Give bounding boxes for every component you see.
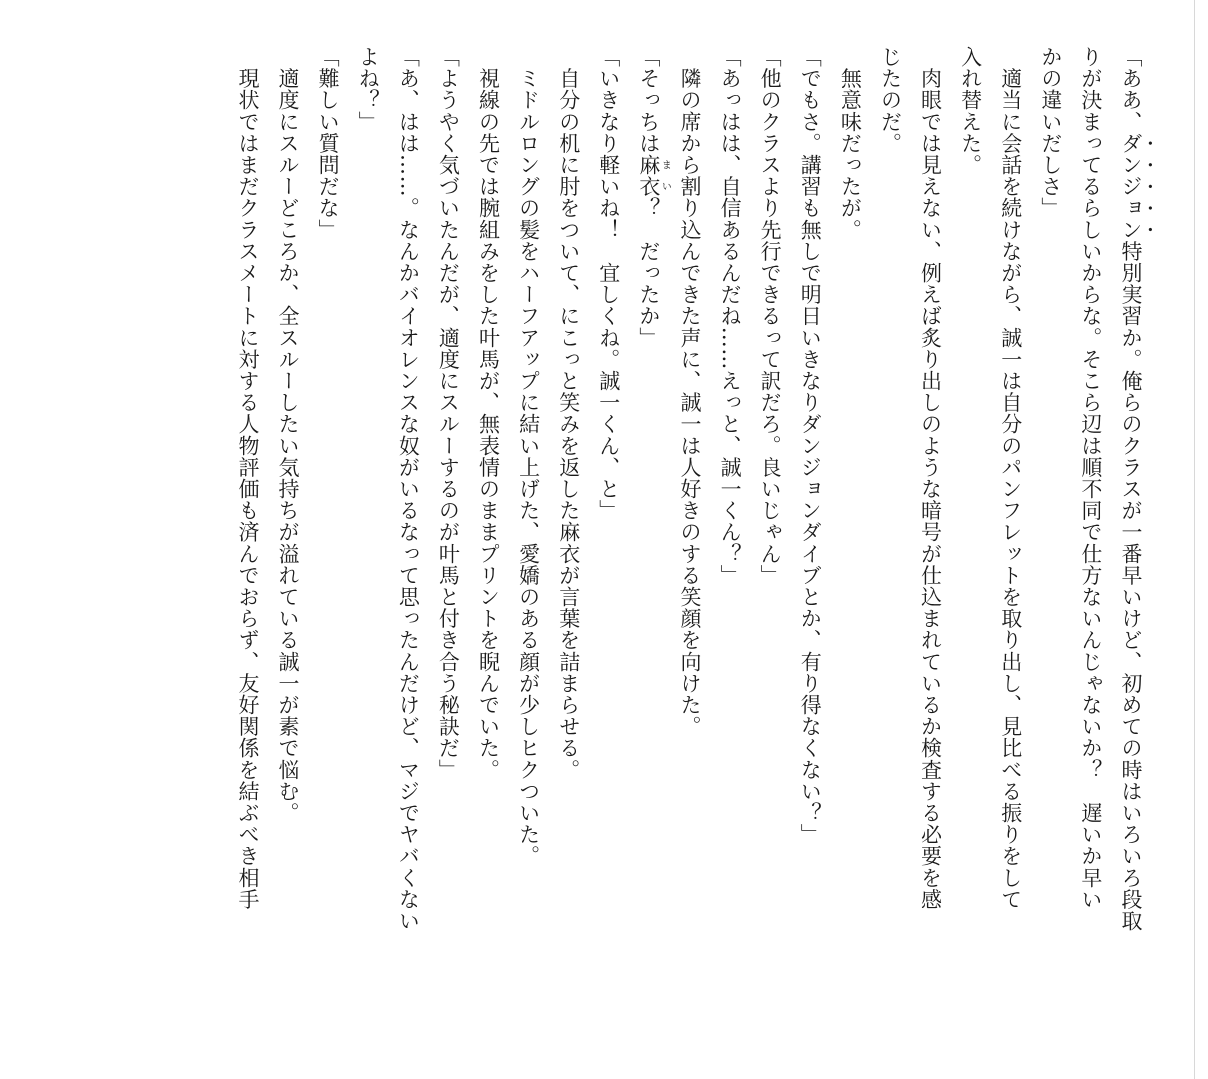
- text-line-9: 「でもさ。講習も無しで明日いきなりダンジョンダイブとか、有り得なくない？」: [798, 46, 823, 846]
- text-line-13: 「そっちは麻衣まい？ だったか」: [636, 46, 671, 349]
- text-line-1: 「ああ、ダンジョン特別実習か。俺らのクラスが一番早いけど、初めての時はいろいろ段取: [1119, 46, 1143, 932]
- text-line-5: 入れ替えた。: [958, 46, 983, 176]
- text-line-21: 「難しい質問だな」: [316, 46, 341, 241]
- text-line-8: 無意味だったが。: [838, 46, 863, 241]
- text-line-2: りが決まってるらしいからな。そこら辺は順不同で仕方ないんじゃないか？ 遅いか早い: [1078, 46, 1103, 910]
- text-line-23: 現状ではまだクラスメートに対する人物評価も済んでおらず、友好関係を結ぶべき相手: [235, 46, 260, 910]
- text-line-7: じたのだ。: [878, 46, 903, 154]
- page-edge-divider: [1194, 0, 1195, 1079]
- text-line-15: 自分の机に肘をついて、にこっと笑みを返した麻衣が言葉を詰まらせる。: [556, 46, 581, 781]
- text-line-16: ミドルロングの髪をハーフアップに結い上げた、愛嬌のある顔が少しヒクついた。: [516, 46, 541, 867]
- text-line-3: かの違いだしさ」: [1038, 46, 1063, 219]
- text-line-20: よね？」: [356, 46, 381, 133]
- ruby-name-mai: 麻衣まい: [636, 154, 671, 198]
- text-line-14: 「いきなり軽いね！ 宜しくね。誠一くん、と」: [596, 46, 621, 522]
- text-line-22: 適度にスルーどころか、全スルーしたい気持ちが溢れている誠一が素で悩む。: [276, 46, 301, 824]
- text-line-4: 適当に会話を続けながら、誠一は自分のパンフレットを取り出し、見比べる振りをして: [998, 46, 1023, 910]
- text-line-11: 「あっはは、自信あるんだね……えっと、誠一くん？」: [718, 46, 743, 586]
- text-line-18: 「ようやく気づいたんだが、適度にスルーするのが叶馬と付き合う秘訣だ」: [436, 46, 461, 781]
- text-line-10: 「他のクラスより先行できるって訳だろ。良いじゃん」: [758, 46, 783, 586]
- text-line-17: 視線の先では腕組みをした叶馬が、無表情のままプリントを睨んでいた。: [476, 46, 501, 781]
- vertical-text-body: [228, 46, 1156, 1046]
- emphasis-dotted-word: ダンジョン: [1119, 132, 1143, 241]
- text-line-12: 隣の席から割り込んできた声に、誠一は人好きのする笑顔を向けた。: [677, 46, 702, 738]
- text-line-6: 肉眼では見えない、例えば炙り出しのような暗号が仕込まれているか検査する必要を感: [918, 46, 943, 910]
- text-line-19: 「あ、はは……。なんかバイオレンスな奴がいるなって思ったんだけど、マジでヤバくない: [396, 46, 421, 932]
